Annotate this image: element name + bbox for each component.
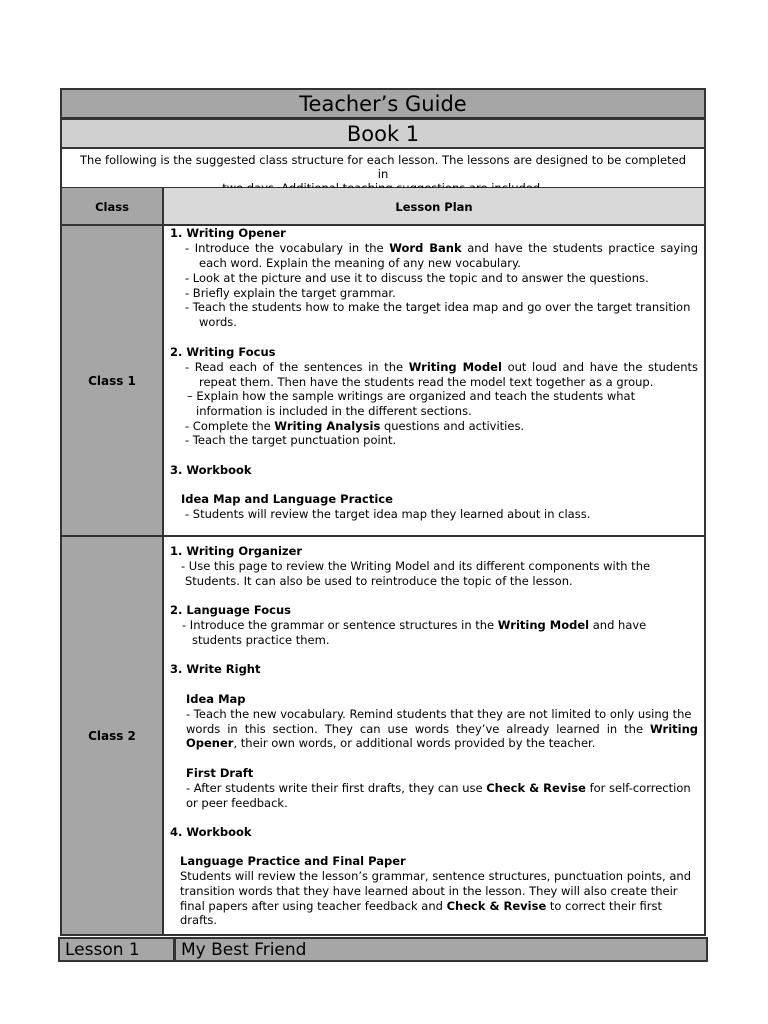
idea-map-subheading: Idea Map: [186, 692, 246, 706]
class-1-lesson-plan: [164, 226, 706, 537]
writing-focus-line: - Complete the Writing Analysis questions and activities.: [185, 419, 525, 433]
word-bank-term: Word Bank: [389, 241, 462, 255]
writing-opener-heading: 1. Writing Opener: [170, 226, 286, 240]
column-header-lesson-plan: Lesson Plan: [164, 188, 706, 226]
workbook-subheading: Idea Map and Language Practice: [181, 492, 393, 506]
writing-opener-line: - Teach the students how to make the target idea map and go over the target transition: [185, 300, 691, 314]
guide-title: Teacher’s Guide: [60, 88, 706, 119]
first-draft-subheading: First Draft: [186, 766, 254, 780]
workbook-line: drafts.: [180, 913, 218, 927]
idea-map-line: words in this section. They can use words they’ve already learned in the Writing: [186, 722, 699, 736]
lesson-number: Lesson 1: [58, 937, 175, 962]
writing-opener-line: each word. Explain the meaning of any new vocabulary.: [199, 256, 521, 270]
class-1-label: Class 1: [60, 226, 164, 537]
writing-analysis-term: Writing Analysis: [274, 419, 381, 433]
language-focus-heading: 2. Language Focus: [170, 603, 292, 617]
idea-map-line: - Teach the new vocabulary. Remind students that they are not limited to only using the: [186, 707, 692, 721]
check-revise-term: Check & Revise: [446, 899, 547, 913]
workbook-subheading: Language Practice and Final Paper: [180, 854, 406, 868]
first-draft-line: - After students write their first drafts, they can use Check & Revise for self-correction: [186, 781, 691, 795]
writing-opener-line: - Look at the picture and use it to discuss the topic and to answer the questions.: [185, 271, 649, 285]
first-draft-line: or peer feedback.: [186, 796, 288, 810]
workbook-heading: 4. Workbook: [170, 825, 252, 839]
writing-opener-line: - Introduce the vocabulary in the Word Bank and have the students practice saying: [185, 241, 699, 255]
writing-model-term: Writing Model: [497, 618, 590, 632]
workbook-line: - Students will review the target idea map they learned about in class.: [185, 507, 591, 521]
class-2-label: Class 2: [60, 537, 164, 936]
writing-focus-line: - Read each of the sentences in the Writing Model out loud and have the students: [185, 360, 698, 374]
writing-model-term: Writing Model: [408, 360, 502, 374]
writing-opener-line: words.: [199, 315, 237, 329]
writing-focus-line: – Explain how the sample writings are organized and teach the students what: [187, 389, 636, 403]
idea-map-line: Opener, their own words, or additional words provided by the teacher.: [186, 736, 596, 750]
language-focus-line: students practice them.: [192, 633, 330, 647]
writing-organizer-line: Students. It can also be used to reintroduce the topic of the lesson.: [185, 574, 573, 588]
workbook-line: transition words that they have learned about in the lesson. They will also create their: [180, 884, 678, 898]
writing-focus-line: information is included in the different sections.: [196, 404, 472, 418]
opener-term: Opener: [186, 736, 234, 750]
writing-organizer-line: - Use this page to review the Writing Model and its different components with the: [181, 559, 651, 573]
class-2-lesson-plan: [164, 537, 706, 936]
writing-focus-line: - Teach the target punctuation point.: [185, 433, 397, 447]
column-header-class: Class: [60, 188, 164, 226]
book-title: Book 1: [60, 119, 706, 149]
check-revise-term: Check & Revise: [486, 781, 586, 795]
intro-line-1: The following is the suggested class structure for each lesson. The lessons are designed to be completed in: [80, 153, 686, 181]
writing-term: Writing: [650, 722, 699, 736]
writing-opener-line: - Briefly explain the target grammar.: [185, 286, 396, 300]
write-right-heading: 3. Write Right: [170, 662, 261, 676]
writing-focus-line: repeat them. Then have the students read the model text together as a group.: [199, 375, 654, 389]
lesson-title: My Best Friend: [175, 937, 708, 962]
writing-organizer-heading: 1. Writing Organizer: [170, 544, 303, 558]
workbook-line: Students will review the lesson’s grammar, sentence structures, punctuation points, and: [180, 869, 691, 883]
writing-focus-heading: 2. Writing Focus: [170, 345, 276, 359]
intro-text: [60, 149, 706, 188]
workbook-line: final papers after using teacher feedback and Check & Revise to correct their first: [180, 899, 662, 913]
workbook-heading: 3. Workbook: [170, 463, 252, 477]
language-focus-line: - Introduce the grammar or sentence structures in the Writing Model and have: [182, 618, 647, 632]
